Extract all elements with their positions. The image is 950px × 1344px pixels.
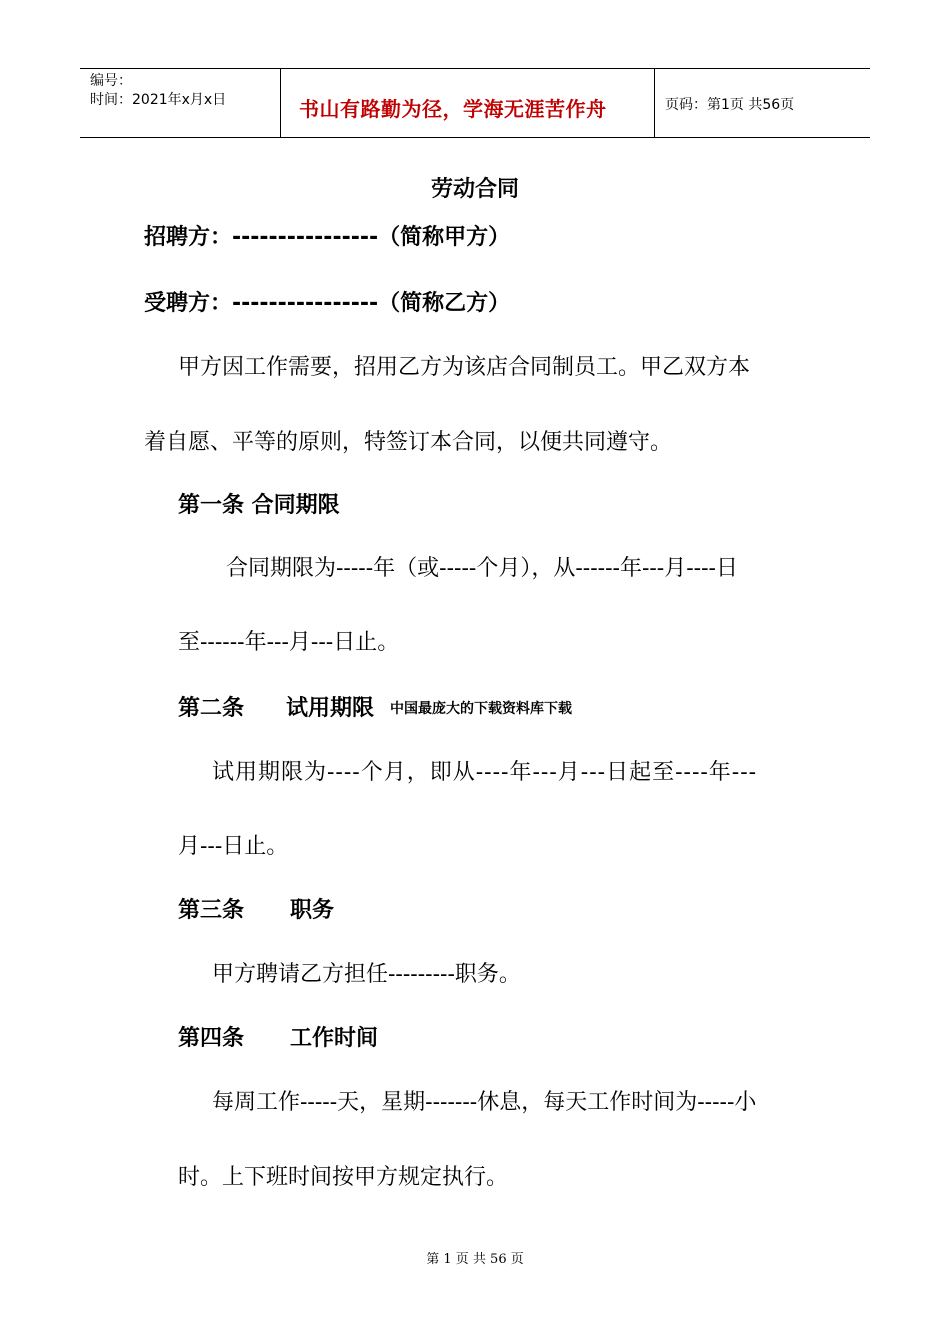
page-info: 页码：第1页 共56页 [665,97,795,113]
date-line: 时间：2021年x月x日 [90,92,227,108]
intro-line-2: 着自愿、平等的原则，特签订本合同，以便共同遵守。 [144,430,673,455]
document-header [80,68,870,138]
article-3-number: 第三条 [178,898,245,923]
article-4-line-2: 时。上下班时间按甲方规定执行。 [178,1165,509,1190]
number-label: 编号： [90,73,132,89]
header-page-cell [655,69,870,137]
employee-line: 受聘方：----------------（简称乙方） [144,291,511,316]
header-meta-cell [80,69,280,137]
employer-line: 招聘方：----------------（简称甲方） [144,225,511,250]
intro-line-1: 甲方因工作需要，招用乙方为该店合同制员工。甲乙双方本 [178,355,751,380]
document-title: 劳动合同 [430,177,519,202]
article-4-number: 第四条 [178,1026,245,1051]
article-2-note: 中国最庞大的下载资料库下载 [390,701,572,717]
header-motto-cell [280,69,655,137]
article-1-line-1: 合同期限为-----年（或-----个月），从------年---月----日 [226,556,738,581]
article-1-heading: 第一条 合同期限 [178,493,340,518]
article-2-number: 第二条 [178,696,245,721]
article-4-line-1: 每周工作-----天，星期-------休息，每天工作时间为-----小 [212,1090,757,1115]
article-3-line-1: 甲方聘请乙方担任---------职务。 [212,962,521,987]
article-2-title: 试用期限 [286,696,375,721]
article-4-title: 工作时间 [290,1026,379,1051]
article-3-title: 职务 [290,898,335,923]
article-2-line-2: 月---日止。 [178,834,289,859]
article-2-line-1: 试用期限为----个月，即从----年---月---日起至----年--- [212,760,758,785]
page-footer: 第 1 页 共 56 页 [426,1252,524,1267]
article-1-line-2: 至------年---月---日止。 [178,630,400,655]
motto: 书山有路勤为径，学海无涯苦作舟 [299,97,607,121]
